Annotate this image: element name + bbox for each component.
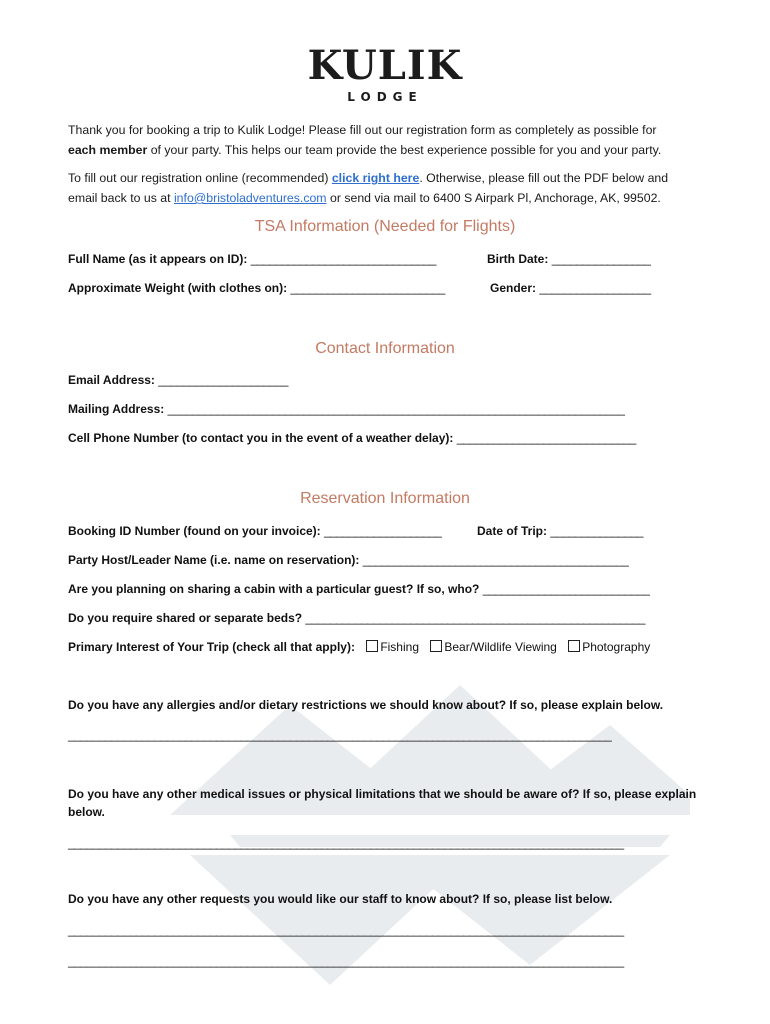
beds-label: Do you require shared or separate beds? [68,611,303,625]
intro-paragraph [68,120,708,160]
booking-id-field[interactable] [68,524,441,538]
logo-title: KULIK [307,42,463,89]
party-host-field[interactable] [68,553,628,567]
wildlife-option[interactable] [430,640,557,654]
wildlife-checkbox[interactable] [430,640,442,652]
intro-emphasis: each member [68,143,148,157]
online-text: email back to us at [68,191,174,205]
gender-field[interactable] [490,281,651,295]
booking-id-label: Booking ID Number (found on your invoice): [68,524,321,538]
birth-date-blank[interactable]: ________________ [551,252,651,266]
logo-subtitle: LODGE [347,90,423,104]
trip-date-label: Date of Trip: [477,524,548,538]
party-host-label: Party Host/Leader Name (i.e. name on reservation): [68,553,360,567]
full-name-label: Full Name (as it appears on ID): [68,252,248,266]
online-form-link[interactable]: click right here [331,171,420,185]
fishing-checkbox[interactable] [366,640,378,652]
email-link[interactable]: info@bristoladventures.com [173,191,327,205]
allergies-blank[interactable]: ________________________________________________________________________________________ [68,728,612,742]
address-text: or send via mail to 6400 S Airpark Pl, Anchorage, AK, 99502. [326,191,661,205]
beds-blank[interactable]: _______________________________________________________ [305,611,645,625]
medical-blank[interactable]: __________________________________________________________________________________________ [68,836,624,850]
birth-date-field[interactable] [487,252,650,266]
weight-label: Approximate Weight (with clothes on): [68,281,288,295]
trip-date-blank[interactable]: _______________ [550,524,643,538]
mailing-address-field[interactable] [68,402,624,416]
tsa-section-title: TSA Information (Needed for Flights) [254,218,516,235]
medical-question: Do you have any other medical issues or physical limitations that we should be aware of? If so, please explain [68,787,697,801]
cabin-sharing-blank[interactable]: ___________________________ [482,582,650,596]
weight-field[interactable] [68,281,445,295]
cell-phone-blank[interactable]: _____________________________ [456,431,636,445]
weight-blank[interactable]: _________________________ [290,281,445,295]
allergies-question: Do you have any allergies and/or dietary restrictions we should know about? If so, please explain below. [68,698,664,712]
party-host-blank[interactable]: ___________________________________________ [362,553,629,567]
cell-phone-field[interactable] [68,431,636,445]
trip-interest-field [68,640,650,654]
online-text: To fill out our registration online (recommended) [68,171,332,185]
wildlife-label: Bear/Wildlife Viewing [444,640,557,654]
trip-date-field[interactable] [477,524,643,538]
photography-checkbox[interactable] [568,640,580,652]
email-address-label: Email Address: [68,373,155,387]
gender-label: Gender: [490,281,537,295]
gender-blank[interactable]: __________________ [539,281,651,295]
cell-phone-label: Cell Phone Number (to contact you in the event of a weather delay): [68,431,454,445]
mailing-address-blank[interactable]: __________________________________________________________________________ [167,402,625,416]
email-address-field[interactable] [68,373,288,387]
online-paragraph [68,168,708,208]
mailing-address-label: Mailing Address: [68,402,165,416]
beds-field[interactable] [68,611,645,625]
requests-question: Do you have any other requests you would like our staff to know about? If so, please list below. [68,892,613,906]
full-name-field[interactable] [68,252,436,266]
requests-blank-2[interactable]: __________________________________________________________________________________________ [68,954,624,968]
fishing-option[interactable] [366,640,419,654]
cabin-sharing-field[interactable] [68,582,649,596]
intro-text: Thank you for booking a trip to Kulik Lodge! Please fill out our registration form as completely as possible for [68,123,657,137]
full-name-blank[interactable]: ______________________________ [250,252,436,266]
online-text: . Otherwise, please fill out the PDF below and [419,171,669,185]
email-address-blank[interactable]: _____________________ [158,373,288,387]
contact-section-title: Contact Information [315,340,455,357]
fishing-label: Fishing [380,640,419,654]
intro-text: of your party. This helps our team provide the best experience possible for you and your party. [147,143,662,157]
reservation-section-title: Reservation Information [300,490,470,507]
cabin-sharing-label: Are you planning on sharing a cabin with a particular guest? If so, who? [68,582,480,596]
medical-question-cont: below. [68,805,105,819]
photography-label: Photography [582,640,651,654]
trip-interest-label: Primary Interest of Your Trip (check all that apply): [68,640,355,654]
photography-option[interactable] [568,640,650,654]
booking-id-blank[interactable]: ___________________ [324,524,442,538]
birth-date-label: Birth Date: [487,252,549,266]
mountain-watermark [170,665,690,995]
requests-blank-1[interactable]: __________________________________________________________________________________________ [68,923,624,937]
